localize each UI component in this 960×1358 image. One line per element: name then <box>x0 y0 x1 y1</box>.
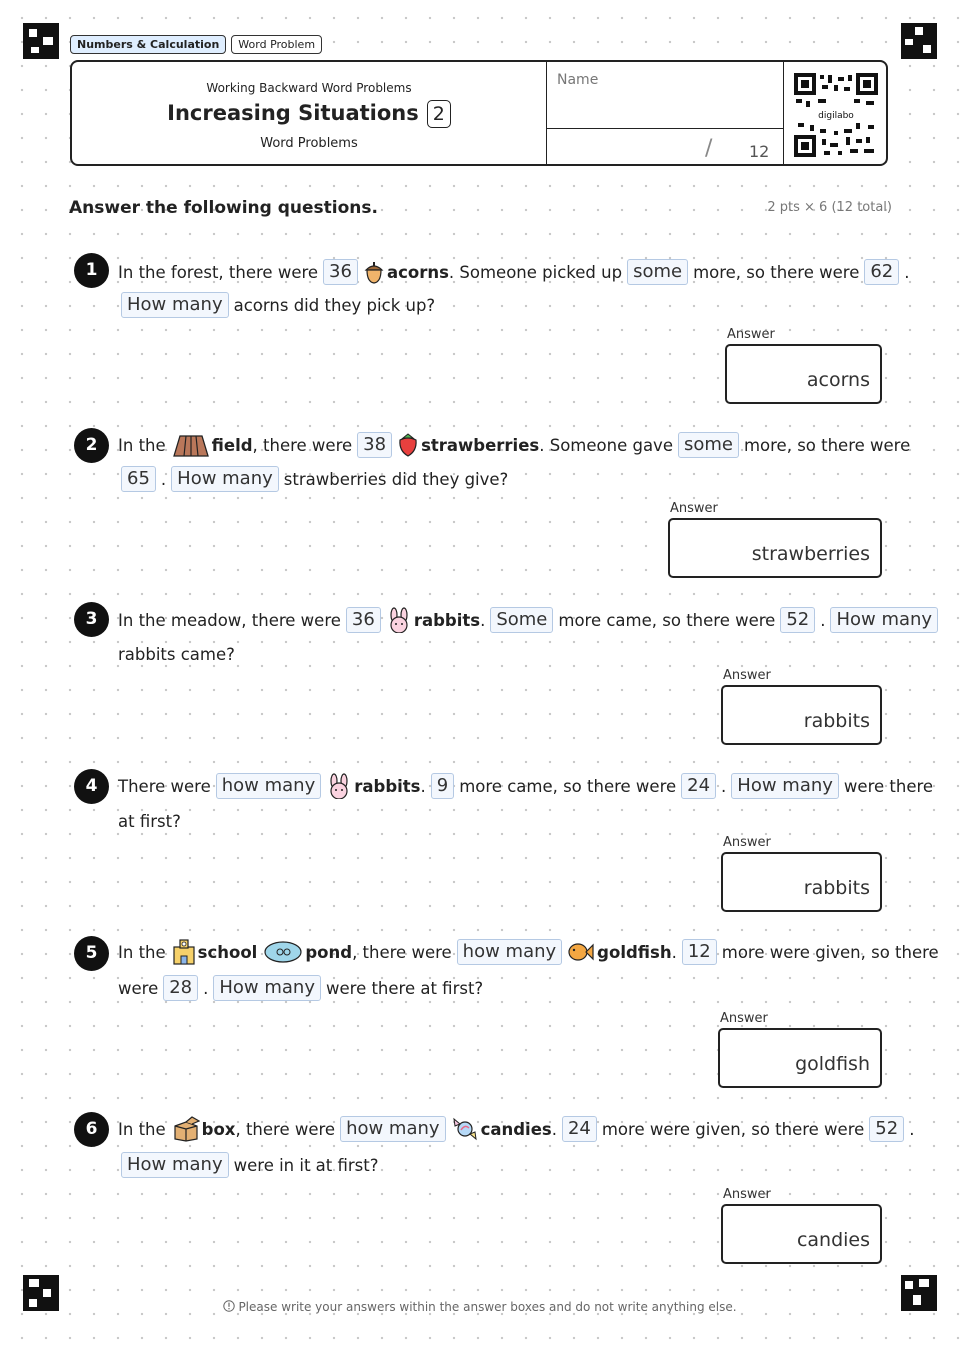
name-divider <box>547 128 783 129</box>
text: . <box>671 942 677 962</box>
text: more were given, so there <box>721 942 939 962</box>
answer-label: Answer <box>727 327 775 342</box>
quantity-box: how many <box>340 1116 446 1142</box>
text: There were <box>118 776 211 796</box>
text: In the meadow, there were <box>118 610 341 630</box>
worksheet-caption: Word Problems <box>260 136 358 151</box>
quantity-box: How many <box>121 292 229 318</box>
place-name: pond <box>305 942 353 962</box>
question-number-1: 1 <box>74 253 109 288</box>
text: rabbits came? <box>118 645 235 664</box>
text: more were given, so there were <box>601 1119 865 1139</box>
level-badge: 2 <box>427 100 451 128</box>
text: more came, so there were <box>558 610 776 630</box>
quantity-box: How many <box>213 975 321 1001</box>
footer-text: Please write your answers within the answer boxes and do not write anything else. <box>238 1300 737 1314</box>
qr-code-icon <box>794 73 878 157</box>
question-4-line-2 <box>118 812 181 831</box>
candy-icon <box>451 1116 479 1142</box>
school-icon <box>172 939 196 965</box>
quantity-box: How many <box>731 773 839 799</box>
worksheet-title <box>72 100 546 128</box>
acorn-icon <box>363 260 385 284</box>
text: . Someone picked up <box>448 262 623 282</box>
text: In the <box>118 1119 166 1139</box>
text: . <box>551 1119 557 1139</box>
number-box: 36 <box>346 607 381 633</box>
question-5-line-1 <box>118 939 939 965</box>
text: . <box>203 978 209 998</box>
name-label: Name <box>557 72 599 88</box>
footer-note <box>0 1300 960 1314</box>
text: more, so there were <box>743 435 911 455</box>
answer-box-4[interactable] <box>721 852 882 912</box>
answer-unit: candies <box>796 1229 870 1251</box>
answer-unit: rabbits <box>803 877 870 899</box>
number-box: 12 <box>682 939 717 965</box>
text: were there <box>843 776 934 796</box>
text: In the forest, there were <box>118 262 319 282</box>
answer-unit: strawberries <box>751 543 870 565</box>
question-number-3: 3 <box>74 602 109 637</box>
text: . <box>721 776 727 796</box>
question-6-line-2 <box>118 1152 379 1178</box>
question-4-line-1 <box>118 773 933 799</box>
text: . <box>820 610 826 630</box>
question-1-line-2 <box>118 292 435 318</box>
quantity-box: how many <box>216 773 322 799</box>
quantity-box: some <box>627 259 688 285</box>
goldfish-icon <box>567 940 595 964</box>
text: . <box>160 469 167 489</box>
number-box: 36 <box>323 259 358 285</box>
place-name: school <box>197 942 258 962</box>
score-slash: / <box>705 136 713 161</box>
text: were <box>118 978 159 998</box>
points-info: 2 pts × 6 (12 total) <box>767 200 892 215</box>
rabbit-icon <box>386 607 412 633</box>
title-text: Increasing Situations <box>167 101 419 125</box>
answer-unit: rabbits <box>803 710 870 732</box>
text: , there were <box>235 1119 336 1139</box>
score-total: 12 <box>749 142 770 161</box>
quantity-box: How many <box>121 1152 229 1178</box>
quantity-box: Some <box>490 607 553 633</box>
place-name: box <box>201 1119 236 1139</box>
answer-label: Answer <box>723 668 771 683</box>
info-icon <box>223 1300 235 1312</box>
tag-category: Numbers & Calculation <box>70 35 226 54</box>
item-name: goldfish <box>597 942 672 962</box>
title-area <box>72 62 546 164</box>
text: were there at first? <box>326 978 484 998</box>
number-box: 24 <box>562 1116 597 1142</box>
item-name: rabbits <box>413 610 481 630</box>
text: . <box>480 610 486 630</box>
name-field[interactable] <box>546 62 784 164</box>
question-3-line-1 <box>118 607 943 633</box>
text: , there were <box>252 435 353 455</box>
text: strawberries did they give? <box>283 469 509 489</box>
answer-box-3[interactable] <box>721 685 882 745</box>
answer-unit: goldfish <box>795 1053 870 1075</box>
text: . <box>420 776 426 796</box>
text: , there were <box>352 942 452 962</box>
quantity-box: how many <box>457 939 563 965</box>
question-number-2: 2 <box>74 428 109 463</box>
number-box: 9 <box>431 773 454 799</box>
answer-box-2[interactable] <box>668 518 882 578</box>
category-tags <box>70 35 322 54</box>
text: more came, so there were <box>459 776 677 796</box>
registration-marker-top-right <box>901 23 937 59</box>
text: . Someone gave <box>539 435 673 455</box>
rabbit-icon <box>326 773 352 799</box>
text: In the <box>118 435 166 455</box>
number-box: 65 <box>121 466 156 492</box>
text: acorns did they pick up? <box>233 295 436 315</box>
answer-box-5[interactable] <box>718 1028 882 1088</box>
text: more, so there were <box>693 262 860 282</box>
question-3-line-2 <box>118 645 235 664</box>
answer-label: Answer <box>723 835 771 850</box>
pond-icon <box>263 940 303 964</box>
registration-marker-top-left <box>23 23 59 59</box>
question-1-line-1 <box>118 259 910 285</box>
item-name: candies <box>480 1119 552 1139</box>
question-5-line-2 <box>118 975 483 1001</box>
question-6-line-1 <box>118 1116 914 1142</box>
item-name: strawberries <box>421 435 540 455</box>
strawberry-icon <box>397 433 419 457</box>
worksheet-header <box>70 60 888 166</box>
number-box: 24 <box>681 773 716 799</box>
question-number-6: 6 <box>74 1112 109 1147</box>
question-2-line-2 <box>118 466 508 492</box>
answer-label: Answer <box>723 1187 771 1202</box>
item-name: rabbits <box>354 776 421 796</box>
item-name: acorns <box>386 262 449 282</box>
number-box: 62 <box>864 259 899 285</box>
quantity-box: How many <box>171 466 279 492</box>
number-box: 52 <box>780 607 815 633</box>
qr-label: digilabo <box>818 111 854 121</box>
worksheet-subtitle: Working Backward Word Problems <box>206 81 412 95</box>
place-name: field <box>211 435 253 455</box>
quantity-box: How many <box>830 607 938 633</box>
text: at first? <box>118 812 181 831</box>
instructions: Answer the following questions. <box>69 198 378 218</box>
text: . <box>909 1119 915 1139</box>
quantity-box: some <box>678 432 739 458</box>
answer-box-1[interactable] <box>725 344 882 404</box>
box-icon <box>172 1116 200 1142</box>
field-icon <box>172 432 210 458</box>
number-box: 52 <box>869 1116 904 1142</box>
text: were in it at first? <box>233 1155 379 1175</box>
text: . <box>904 262 910 282</box>
answer-box-6[interactable] <box>721 1204 882 1264</box>
text: In the <box>118 942 166 962</box>
answer-label: Answer <box>670 501 718 516</box>
question-number-5: 5 <box>74 936 109 971</box>
tag-type: Word Problem <box>231 35 322 54</box>
number-box: 28 <box>163 975 198 1001</box>
question-2-line-1 <box>118 432 910 458</box>
question-number-4: 4 <box>74 769 109 804</box>
answer-label: Answer <box>720 1011 768 1026</box>
answer-unit: acorns <box>806 369 870 391</box>
number-box: 38 <box>357 432 392 458</box>
